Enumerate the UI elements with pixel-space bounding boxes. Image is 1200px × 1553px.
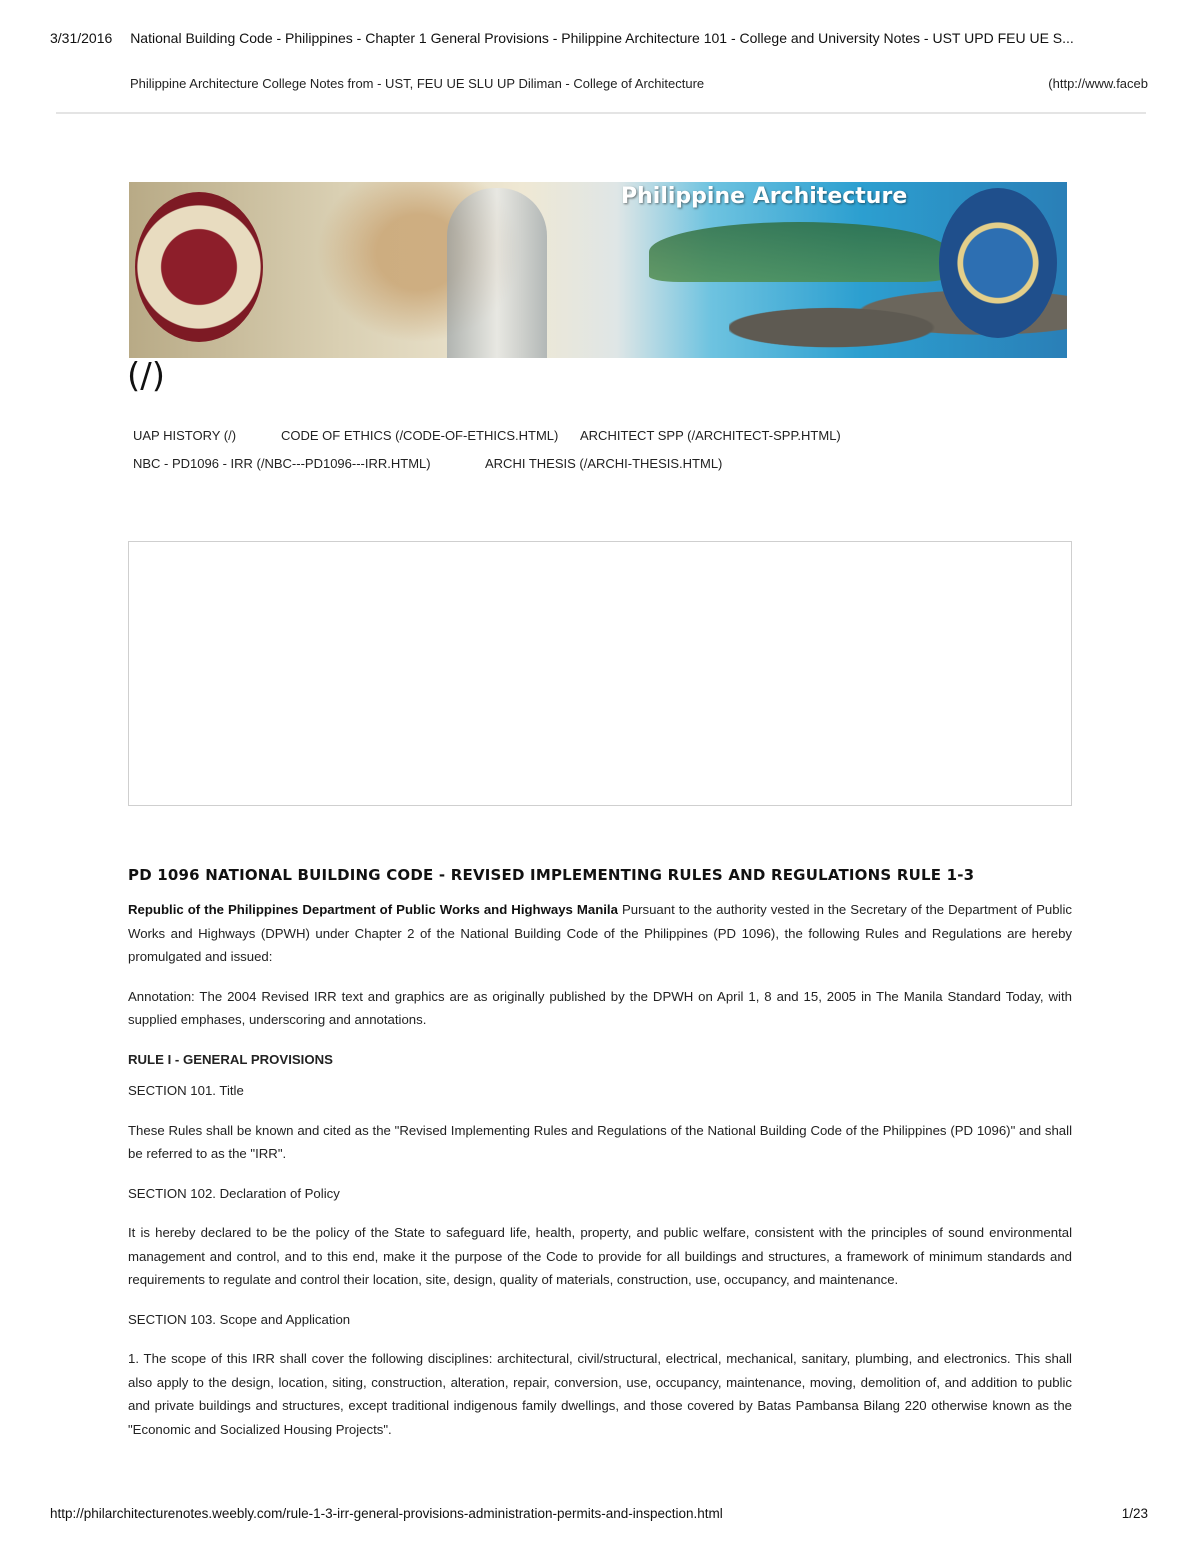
- ionic-column-graphic: [447, 188, 547, 358]
- section-103-text: 1. The scope of this IRR shall cover the following disciplines: architectural, civil/structural, electrical, mechanical, sanitary, plumbing, and electronics. This shall also apply to the design, location, siting, construction, alteration, repair, conversion, use, occupancy, maintenance, moving, demolition of, and addition to public and private buildings and structures, except traditional indigenous family dwellings, and those covered by Batas Pambansa Bilang 220 otherwise known as the "Economic and Socialized Housing Projects".: [128, 1351, 1072, 1437]
- rule-heading: RULE I - GENERAL PROVISIONS: [128, 1051, 333, 1067]
- nav-item-uap-history[interactable]: UAP HISTORY (/): [133, 428, 237, 443]
- page-number: 1/23: [1121, 1506, 1148, 1521]
- up-seal-logo: [135, 192, 263, 342]
- site-tagline: Philippine Architecture College Notes from - UST, FEU UE SLU UP Diliman - College of Architecture: [130, 76, 705, 91]
- article-title: PD 1096 NATIONAL BUILDING CODE - REVISED IMPLEMENTING RULES AND REGULATIONS RULE 1-3: [128, 866, 975, 884]
- section-101-text: These Rules shall be known and cited as the "Revised Implementing Rules and Regulations of the National Building Code of the Philippines (PD 1096)" and shall be referred to as the "IRR".: [128, 1122, 1072, 1161]
- section-102-text: It is hereby declared to be the policy of the State to safeguard life, health, property, and public welfare, consistent with the principles of sound environmental management and control, and to this end, make it the purpose of the Code to provide for all buildings and structures, a framework of minimum standards and requirements to regulate and control their location, site, design, quality of materials, construction, use, occupancy, and maintenance.: [128, 1225, 1072, 1287]
- section-101-heading: SECTION 101. Title: [128, 1083, 244, 1098]
- site-bar: [130, 76, 1148, 91]
- intro-paragraph: [128, 898, 1072, 969]
- footer-url: http://philarchitecturenotes.weebly.com/rule-1-3-irr-general-provisions-administration-permits-and-inspection.html: [50, 1506, 723, 1521]
- nav-item-archi-thesis[interactable]: ARCHI THESIS (/ARCHI-THESIS.HTML): [485, 456, 723, 471]
- home-link[interactable]: (/): [127, 356, 165, 396]
- embedded-content-box: [128, 541, 1072, 806]
- intro-text: Pursuant to the authority vested in the Secretary of the Department of Public Works and Highways (DPWH) under Chapter 2 of the National Building Code of the Philippines (PD 1096), the following Rules and Regulations are hereby promulgated and issued:: [128, 902, 1073, 964]
- ust-seal-logo: [939, 188, 1057, 338]
- banner-title: Philippine Architecture: [621, 184, 908, 209]
- print-footer: [50, 1506, 1150, 1521]
- article: [128, 866, 1072, 1457]
- nav-item-nbc-pd1096-irr[interactable]: NBC - PD1096 - IRR (/NBC---PD1096---IRR.HTML): [133, 456, 431, 471]
- print-date: 3/31/2016: [50, 30, 113, 46]
- print-header: [50, 30, 1150, 46]
- annotation-paragraph: Annotation: The 2004 Revised IRR text and graphics are as originally published by the DPWH on April 1, 8 and 15, 2005 in The Manila Standard Today, with supplied emphases, underscoring and annotations.: [128, 988, 1072, 1027]
- nav-item-code-of-ethics[interactable]: CODE OF ETHICS (/CODE-OF-ETHICS.HTML): [281, 428, 559, 443]
- nav-item-architect-spp[interactable]: ARCHITECT SPP (/ARCHITECT-SPP.HTML): [580, 428, 841, 443]
- site-banner[interactable]: [129, 182, 1067, 358]
- intro-bold: Republic of the Philippines Department of Public Works and Highways Manila: [128, 902, 618, 917]
- section-102-heading: SECTION 102. Declaration of Policy: [128, 1185, 340, 1201]
- section-103-heading: SECTION 103. Scope and Application: [128, 1311, 351, 1327]
- print-page-title: National Building Code - Philippines - Chapter 1 General Provisions - Philippine Architecture 101 - College and University Notes - UST UPD FEU UE S...: [130, 30, 1074, 46]
- facebook-link[interactable]: (http://www.faceb: [1048, 76, 1148, 91]
- header-divider: [56, 112, 1146, 114]
- island-trees-graphic: [649, 222, 949, 282]
